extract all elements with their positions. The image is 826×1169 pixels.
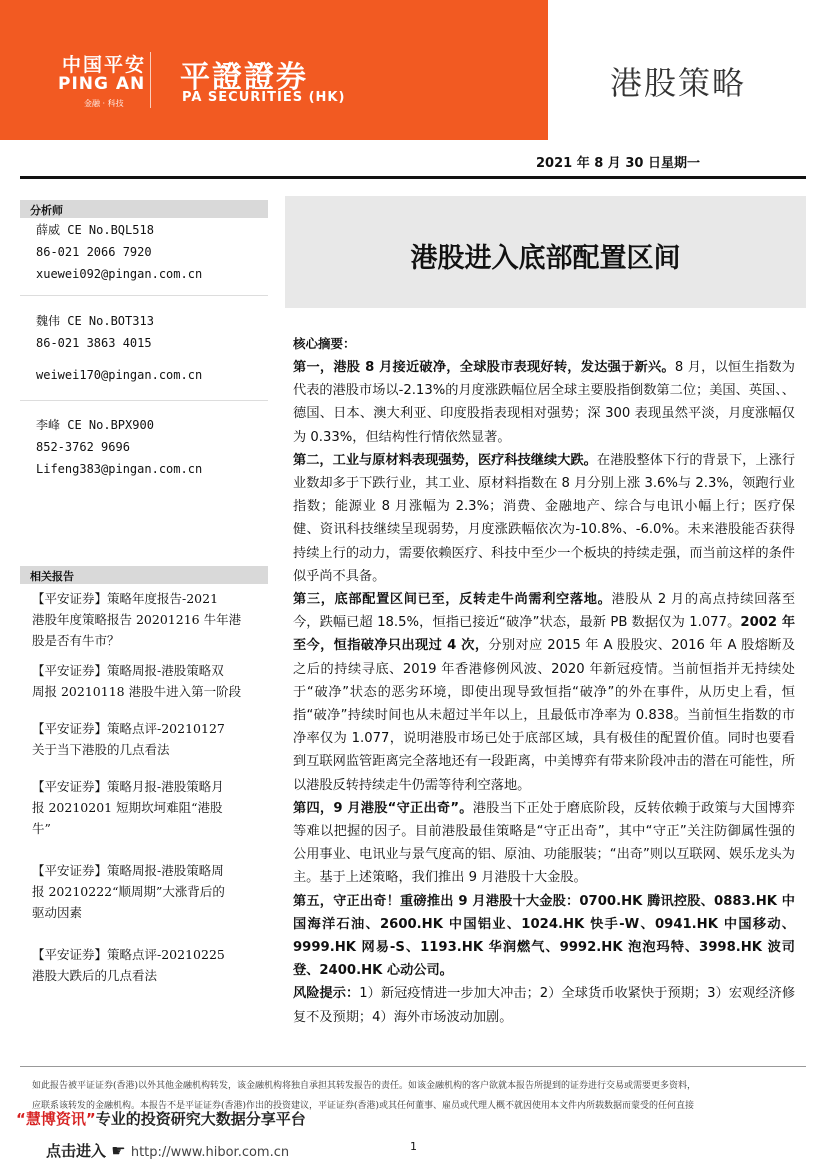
summary-body <box>293 356 795 1029</box>
analyst-name: 李峰 CE No.BPX900 <box>36 418 154 432</box>
summary-paragraph-2: 第二，工业与原材料表现强势，医疗科技继续大跌。在港股整体下行的背景下，上涨行业数却多于下跌行业，其工业、原材料指数在 8 月分别上涨 3.6%与 2.3%，领跑行业指数；能源业 8 月涨幅为 2.3%；消费、金融地产、综合与电讯小幅上行；医疗保健、资讯科技继续呈现弱势，月度涨跌幅依次为-10.8%、-6.0%。未来港股能否获得持续上行的动力，需要依赖医疗、科技中至少一个板块的持续走强，而当前这样的条件似乎尚不具备。 <box>293 452 796 584</box>
report-title: 港股进入底部配置区间 <box>410 243 681 274</box>
related-report-item[interactable]: 【平安证券】策略年度报告-2021 港股年度策略报告 20201216 牛年港 股是否有牛市？ <box>32 591 242 648</box>
summary-paragraph-4: 第四，9 月港股“守正出奇”。港股当下正处于磨底阶段，反转依赖于政策与大国博弈等难以把握的因子。目前港股最佳策略是“守正出奇”，其中“守正”关注防御属性强的公用事业、电讯业与景气度高的铝、原油、功能服装；“出奇”则以互联网、娱乐龙头为主。基于上述策略，我们推出 9 月港股十大金股。 <box>293 800 795 886</box>
summary-paragraph-1: 第一，港股 8 月接近破净，全球股市表现好转，发达强于新兴。8 月，以恒生指数为代表的港股市场以-2.13%的月度涨跌幅位居全球主要股指倒数第二位；美国、英国、、德国、日本、澳大利亚、印度股指表现相对强势；深 300 表现虽然平淡，月度涨幅仅为 0.33%，但结构性行情依然显著。 <box>293 360 795 445</box>
summary-paragraph-5: 第五，守正出奇！重磅推出 9 月港股十大金股：0700.HK 腾讯控股、0883.HK 中国海洋石油、2600.HK 中国铝业、1024.HK 快手-W、0941.HK 中国移动、9999.HK 网易-S、1193.HK 华润燃气、9992.HK 泡泡玛特、3998.HK 波司登、2400.HK 心动公司。 <box>293 893 795 979</box>
analyst-name: 薛威 CE No.BQL518 <box>36 223 154 237</box>
analyst-block <box>36 414 202 480</box>
related-report-item[interactable]: 【平安证券】策略周报-港股策略双 周报 20210118 港股牛进入第一阶段 <box>32 663 242 699</box>
header-rule <box>20 176 806 179</box>
disclaimer: 如此报告被平证证券(香港)以外其他金融机构转发，该金融机构将独自承担其转发报告的责任。如该金融机构的客户欲就本报告所提到的证券进行交易或需要更多资料， 应联系该转发的金融机构。本报告不是平证证券(香港)作出的投资建议，平证证券(香港)或其任何董事、雇员或代理人概不就因使用本文件内所载数据而蒙受的任何直接 <box>32 1081 697 1111</box>
securities-logo-cn: 平證證券 <box>180 60 308 95</box>
analyst-email[interactable]: xuewei092@pingan.com.cn <box>36 267 203 281</box>
page-number: 1 <box>410 1140 417 1153</box>
securities-logo-en: PA SECURITIES (HK) <box>182 90 346 105</box>
related-reports-heading: 相关报告 <box>20 566 268 584</box>
hibor-watermark: “慧博资讯”专业的投资研究大数据分享平台 <box>16 1110 306 1128</box>
summary-paragraph-3: 第三，底部配置区间已至，反转走牛尚需利空落地。港股从 2 月的高点持续回落至今，跌幅已超 18.5%，恒指已接近“破净”状态，最新 PB 数据仅为 1.077。2002 年至今，恒指破净只出现过 4 次，分别对应 2015 年 A 股股灾、2016 年 A 股熔断及之后的持续寻底、2019 年香港修例风波、2020 年新冠疫情。当前恒指并无持续处于“破净”状态的恶劣环境，即使出现导致恒指“破净”的外在事件，从历史上看，恒指“破净”持续时间也从未超过半年以上，且最低市净率为 0.838。当前恒生指数的市净率仅为 1.077，说明港股市场已处于底部区域，具有极佳的配置价值。同时也要看到互联网监管距离完全落地还有一段距离，中美博弈有带来阶段冲击的潜在可能性，所以港股反转持续走牛仍需等待利空落地。 <box>293 592 796 793</box>
ping-an-logo-en: PING AN <box>58 74 146 94</box>
analyst-block <box>36 219 202 285</box>
related-report-item[interactable]: 【平安证券】策略点评-20210225 港股大跌后的几点看法 <box>32 947 225 983</box>
title-box <box>285 196 806 308</box>
footer-rule <box>20 1066 806 1067</box>
hibor-link[interactable]: 点击进入 ☛ http://www.hibor.com.cn <box>46 1141 290 1160</box>
analyst-email[interactable]: Lifeng383@pingan.com.cn <box>36 462 203 476</box>
hand-cursor-icon: ☛ <box>111 1141 126 1160</box>
related-report-item[interactable]: 【平安证券】策略月报-港股策略月 报 20210201 短期坎坷难阻“港股 牛” <box>32 779 224 836</box>
sidebar-divider <box>20 295 268 296</box>
analyst-phone: 852-3762 9696 <box>36 440 130 454</box>
logo-divider <box>150 52 151 108</box>
related-report-item[interactable]: 【平安证券】策略周报-港股策略周 报 20210222“顺周期”大涨背后的 驱动因素 <box>32 863 225 920</box>
analyst-phone: 86-021 3863 4015 <box>36 336 152 350</box>
related-report-item[interactable]: 【平安证券】策略点评-20210127 关于当下港股的几点看法 <box>32 721 225 757</box>
analyst-email[interactable]: weiwei170@pingan.com.cn <box>36 368 203 382</box>
analyst-name: 魏伟 CE No.BOT313 <box>36 314 154 328</box>
ping-an-logo-cn: 中国平安 <box>62 54 147 76</box>
risk-warning: 风险提示：1）新冠疫情进一步加大冲击；2）全球货币收紧快于预期；3）宏观经济修复不及预期；4）海外市场波动加剧。 <box>293 986 796 1025</box>
ping-an-logo-tagline: 金融 · 科技 <box>84 99 124 108</box>
analyst-phone: 86-021 2066 7920 <box>36 245 152 259</box>
report-type: 港股策略 <box>610 64 747 102</box>
analyst-heading: 分析师 <box>20 200 268 218</box>
sidebar-divider <box>20 400 268 401</box>
report-date: 2021 年 8 月 30 日星期一 <box>536 156 700 171</box>
summary-label: 核心摘要： <box>293 336 356 351</box>
analyst-block <box>36 310 202 386</box>
